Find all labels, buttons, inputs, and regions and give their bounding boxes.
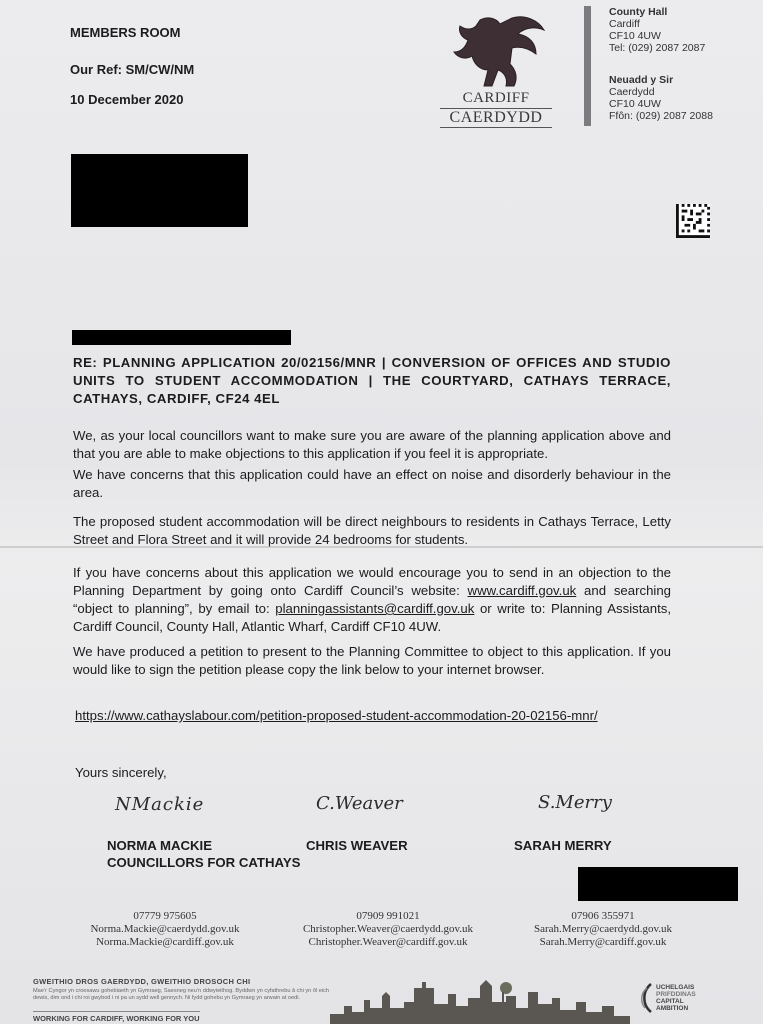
- cardiff-council-logo: [440, 14, 552, 130]
- ambition-text: UCHELGAIS: [656, 984, 695, 991]
- ambition-text: PRIFDDINAS: [656, 991, 696, 998]
- signature-sarah-merry: S.Merry: [538, 792, 612, 813]
- objection-paragraph: [73, 564, 671, 636]
- closing-line: Yours sincerely,: [75, 765, 167, 780]
- ambition-text: AMBITION: [656, 1005, 689, 1012]
- footer-welsh-slogan: GWEITHIO DROS GAERDYDD, GWEITHIO DROSOCH CHI: [33, 977, 251, 986]
- councillors-for-label: COUNCILLORS FOR CATHAYS: [107, 855, 301, 870]
- address-line: CF10 4UW: [609, 30, 661, 42]
- address-line: Caerdydd: [609, 86, 655, 98]
- email-address: Sarah.Merry@caerdydd.gov.uk: [533, 923, 672, 935]
- address-line: Cardiff: [609, 18, 640, 30]
- email-address: Christopher.Weaver@cardiff.gov.uk: [308, 936, 468, 948]
- council-website-link[interactable]: www.cardiff.gov.uk: [467, 583, 577, 598]
- phone-number: 07909 991021: [356, 910, 420, 922]
- address-title: Neuadd y Sir: [609, 74, 674, 86]
- text-run: and searching “object to planning”, by email to:: [73, 583, 671, 616]
- text-run: If you have concerns about this application we would encourage you to send in an objection to the Planning Department by going onto Cardiff Council’s website:: [73, 565, 671, 598]
- email-address: Sarah.Merry@cardiff.gov.uk: [539, 936, 667, 948]
- logo-wordmark-welsh: CAERDYDD: [440, 108, 552, 128]
- subject-line: RE: PLANNING APPLICATION 20/02156/MNR | CONVERSION OF OFFICES AND STUDIO UNITS TO STUDENT ACCOMMODATION | THE COURTYARD, CATHAYS TERRACE, CATHAYS, CARDIFF, CF24 4EL: [73, 355, 671, 406]
- body-paragraph: The proposed student accommodation will be direct neighbours to residents in Cathays Terrace, Letty Street and Flora Street and it will provide 24 bedrooms for students.: [73, 514, 671, 547]
- councillor-name: NORMA MACKIE: [107, 838, 213, 853]
- phone-number: 07906 355971: [571, 910, 635, 922]
- address-line: Ffôn: (029) 2087 2088: [609, 110, 713, 122]
- petition-link[interactable]: https://www.cathayslabour.com/petition-proposed-student-accommodation-20-02156-mnr/: [75, 708, 598, 723]
- datamatrix-code: [676, 204, 710, 238]
- cardiff-skyline-icon: [330, 978, 630, 1024]
- contact-chris-weaver: [283, 910, 493, 949]
- email-address: Christopher.Weaver@caerdydd.gov.uk: [302, 923, 474, 935]
- text-run: or write to: Planning Assistants, Cardiff Council, County Hall, Atlantic Wharf, Cardiff CF10 4UW.: [73, 601, 671, 634]
- address-title: County Hall: [609, 6, 668, 18]
- members-room-label: MEMBERS ROOM: [70, 25, 181, 40]
- address-line: Tel: (029) 2087 2087: [609, 42, 706, 54]
- logo-wordmark-english: CARDIFF: [462, 90, 530, 106]
- address-divider: [584, 6, 591, 126]
- body-paragraph: We have concerns that this application could have an effect on noise and disorderly behaviour in the area.: [73, 467, 671, 500]
- contact-norma-mackie: [60, 910, 270, 949]
- phone-number: 07779 975605: [133, 910, 197, 922]
- address-welsh: [609, 74, 713, 122]
- email-address: Norma.Mackie@caerdydd.gov.uk: [90, 923, 240, 935]
- redacted-address-block: [71, 154, 248, 227]
- redacted-salutation: [72, 330, 291, 345]
- councillor-name: CHRIS WEAVER: [306, 838, 408, 853]
- planning-email-link[interactable]: planningassistants@cardiff.gov.uk: [275, 601, 475, 616]
- address-english: [609, 6, 705, 54]
- address-line: CF10 4UW: [609, 98, 661, 110]
- signature-chris-weaver: C.Weaver: [316, 793, 403, 814]
- councillor-name: SARAH MERRY: [514, 838, 612, 853]
- footer-english-slogan: WORKING FOR CARDIFF, WORKING FOR YOU: [33, 1011, 200, 1023]
- reference-line: Our Ref: SM/CW/NM: [70, 62, 195, 77]
- footer-welsh-language-notice: Mae’r Cyngor yn croesawu gohebiaeth yn Gymraeg, Saesneg neu’n ddwyieithog. Byddwn yn cyfathrebu â chi yn ôl eich dewis, dim ond i chi roi gwybod i ni pa un sydd well gennych. Ni fydd gohebu yn Gymraeg yn arwain at oedi.: [33, 988, 330, 1001]
- redacted-block: [578, 867, 738, 901]
- contact-sarah-merry: [498, 910, 708, 949]
- petition-paragraph: We have produced a petition to present to the Planning Committee to object to this application. If you would like to sign the petition please copy the link below to your internet browser.: [73, 644, 671, 677]
- email-address: Norma.Mackie@cardiff.gov.uk: [96, 936, 234, 948]
- signature-norma-mackie: NMackie: [115, 794, 205, 815]
- ambition-text: CAPITAL: [656, 998, 684, 1005]
- letter-date: 10 December 2020: [70, 92, 184, 107]
- dragon-icon: [440, 14, 552, 92]
- body-paragraph: We, as your local councillors want to make sure you are aware of the planning application above and that you are able to make objections to this application if you feel it is appropriate.: [73, 428, 671, 461]
